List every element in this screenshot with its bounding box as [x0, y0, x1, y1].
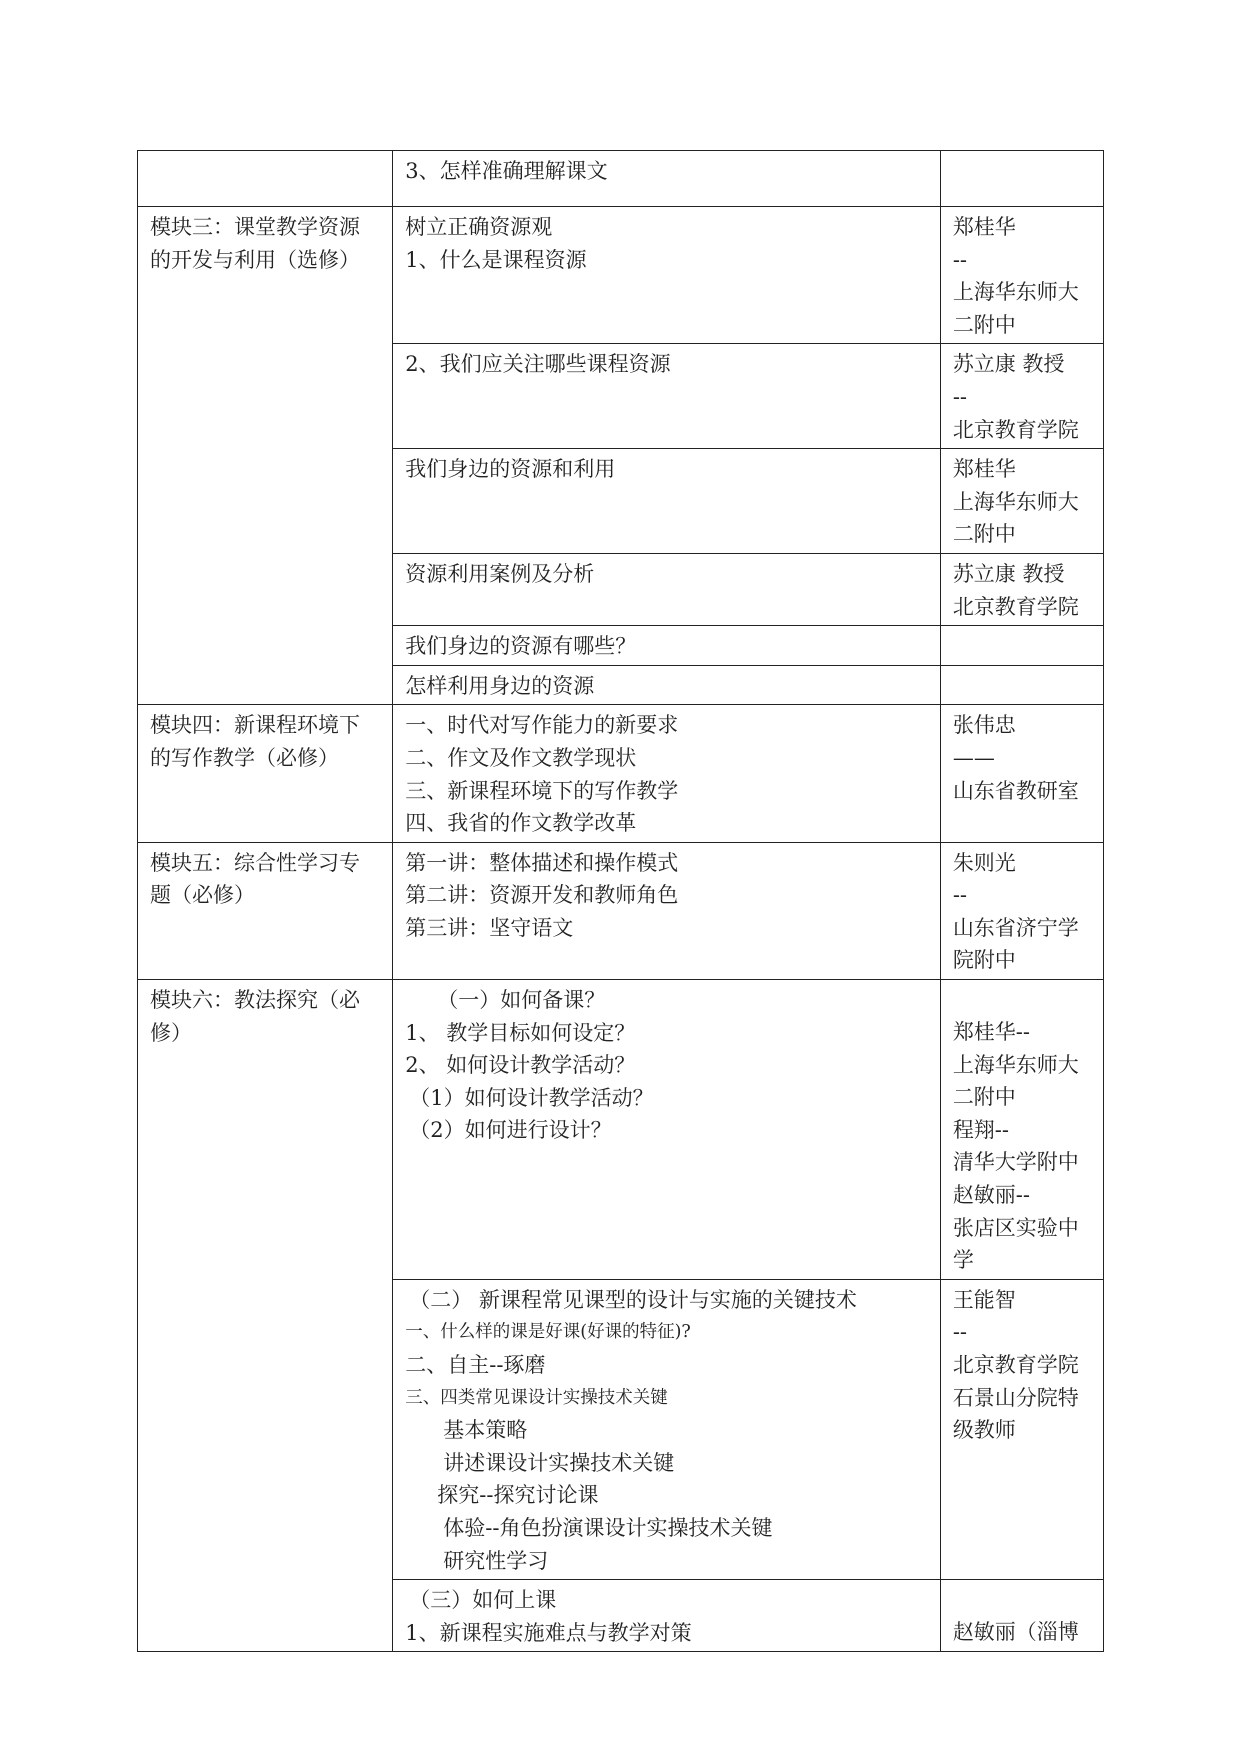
- speaker-cell: [940, 207, 1103, 344]
- speaker-cell: [940, 665, 1103, 705]
- speaker-line: 王能智: [952, 1287, 1016, 1312]
- speaker-line: 北京教育学院: [952, 1353, 1079, 1377]
- speaker-line: 级教师: [952, 1418, 1016, 1443]
- topic-line: 怎样利用身边的资源: [405, 673, 595, 698]
- module-cell: [138, 151, 393, 207]
- speaker-cell: [940, 980, 1103, 1280]
- topic-line: 2、我们应关注哪些课程资源: [405, 352, 671, 377]
- curriculum-table: [137, 150, 1104, 1652]
- topic-line: 我们身边的资源有哪些？: [405, 634, 637, 659]
- speaker-line: 山东省教研室: [952, 778, 1079, 803]
- module-title: 模块五：综合性学习专题（必修）: [150, 850, 360, 908]
- topic-line: 研究性学习: [443, 1548, 549, 1573]
- topic-cell: [393, 207, 941, 344]
- speaker-line: 学: [952, 1248, 974, 1273]
- speaker-line: 苏立康 教授: [952, 352, 1065, 377]
- topic-line: 1、什么是课程资源: [405, 247, 587, 272]
- topic-line: 三、四类常见课设计实操技术关键: [405, 1387, 668, 1408]
- speaker-line: --: [952, 883, 968, 908]
- speaker-line: 北京教育学院: [952, 417, 1079, 442]
- table-row: [138, 980, 1104, 1280]
- speaker-line: 朱则光: [952, 850, 1016, 875]
- module-cell: [138, 842, 393, 979]
- table-row: [138, 151, 1104, 207]
- topic-line: 树立正确资源观: [405, 215, 553, 239]
- speaker-line: 张伟忠: [952, 713, 1016, 738]
- module-cell: [138, 207, 393, 705]
- module-cell: [138, 980, 393, 1652]
- topic-line: 1、 教学目标如何设定？: [405, 1020, 636, 1045]
- topic-line: （三）如何上课: [409, 1588, 557, 1613]
- topic-line: 四、我省的作文教学改革: [405, 811, 637, 836]
- speaker-line: 郑桂华: [952, 215, 1016, 239]
- speaker-line: 二附中: [952, 522, 1016, 547]
- topic-line: 二、作文及作文教学现状: [405, 745, 637, 770]
- table-row: [138, 705, 1104, 842]
- topic-line: 一、时代对写作能力的新要求: [405, 713, 679, 738]
- speaker-line: 郑桂华--: [952, 1020, 1031, 1045]
- topic-line: （一）如何备课？: [437, 988, 606, 1013]
- topic-cell: [393, 344, 941, 449]
- topic-cell: [393, 842, 941, 979]
- speaker-line: 北京教育学院: [952, 594, 1079, 619]
- speaker-line: 赵敏丽--: [952, 1183, 1031, 1208]
- module-title: 模块六：教法探究（必修）: [150, 988, 360, 1045]
- speaker-line: 二附中: [952, 1085, 1016, 1110]
- speaker-line: 程翔--: [952, 1117, 1010, 1142]
- topic-line: （1）如何设计教学活动？: [409, 1085, 654, 1110]
- module-cell: [138, 705, 393, 842]
- speaker-cell: [940, 1279, 1103, 1579]
- speaker-cell: [940, 151, 1103, 207]
- topic-line: 第二讲：资源开发和教师角色: [405, 883, 679, 908]
- topic-line: 2、 如何设计教学活动？: [405, 1053, 636, 1078]
- topic-line: 一、什么样的课是好课(好课的特征)?: [405, 1322, 691, 1343]
- speaker-cell: [940, 449, 1103, 554]
- speaker-line: 上海华东师大: [952, 1052, 1079, 1077]
- topic-cell: [393, 665, 941, 705]
- speaker-line: 院附中: [952, 948, 1016, 973]
- topic-line: 基本策略: [443, 1418, 528, 1443]
- topic-line: 1、新课程实施难点与教学对策: [405, 1620, 692, 1645]
- topic-cell: [393, 151, 941, 207]
- topic-cell: [393, 626, 941, 666]
- speaker-line: 上海华东师大: [952, 280, 1079, 305]
- speaker-line: 郑桂华: [952, 457, 1016, 482]
- topic-cell: [393, 1279, 941, 1579]
- topic-line: （2）如何进行设计？: [409, 1118, 612, 1143]
- table-row: [138, 842, 1104, 979]
- topic-line: 探究--探究讨论课: [437, 1483, 599, 1508]
- topic-line: 第三讲：坚守语文: [405, 915, 574, 940]
- speaker-line: 山东省济宁学: [952, 915, 1079, 940]
- speaker-cell: [940, 626, 1103, 666]
- speaker-cell: [940, 553, 1103, 625]
- speaker-line: 石景山分院特: [952, 1385, 1079, 1410]
- topic-cell: [393, 705, 941, 842]
- topic-line: 3、怎样准确理解课文: [405, 159, 608, 183]
- module-title: 模块四：新课程环境下的写作教学（必修）: [150, 713, 360, 770]
- table-row: [138, 207, 1104, 344]
- topic-line: 讲述课设计实操技术关键: [443, 1450, 675, 1475]
- topic-line: 第一讲：整体描述和操作模式: [405, 850, 679, 875]
- topic-cell: [393, 553, 941, 625]
- topic-line: 体验--角色扮演课设计实操技术关键: [443, 1515, 773, 1540]
- speaker-line: 上海华东师大: [952, 489, 1079, 514]
- speaker-cell: [940, 344, 1103, 449]
- speaker-line: 二附中: [952, 312, 1016, 337]
- topic-line: （二） 新课程常见课型的设计与实施的关键技术: [409, 1287, 857, 1312]
- speaker-cell: [940, 1580, 1103, 1652]
- topic-cell: [393, 980, 941, 1280]
- speaker-line: ——: [952, 745, 995, 770]
- speaker-cell: [940, 842, 1103, 979]
- topic-line: 资源利用案例及分析: [405, 561, 595, 586]
- speaker-line: 赵敏丽（淄博: [952, 1620, 1079, 1645]
- speaker-line: 苏立康 教授: [952, 561, 1065, 586]
- speaker-line: --: [952, 384, 968, 409]
- topic-line: 我们身边的资源和利用: [405, 457, 616, 482]
- topic-line: 二、自主--琢磨: [405, 1353, 546, 1377]
- module-title: 模块三：课堂教学资源的开发与利用（选修）: [150, 215, 360, 272]
- speaker-line: --: [952, 1320, 968, 1345]
- speaker-line: --: [952, 247, 968, 272]
- speaker-line: 张店区实验中: [952, 1215, 1079, 1240]
- speaker-cell: [940, 705, 1103, 842]
- topic-line: 三、新课程环境下的写作教学: [405, 778, 679, 803]
- topic-cell: [393, 449, 941, 554]
- speaker-line: 清华大学附中: [952, 1150, 1079, 1175]
- topic-cell: [393, 1580, 941, 1652]
